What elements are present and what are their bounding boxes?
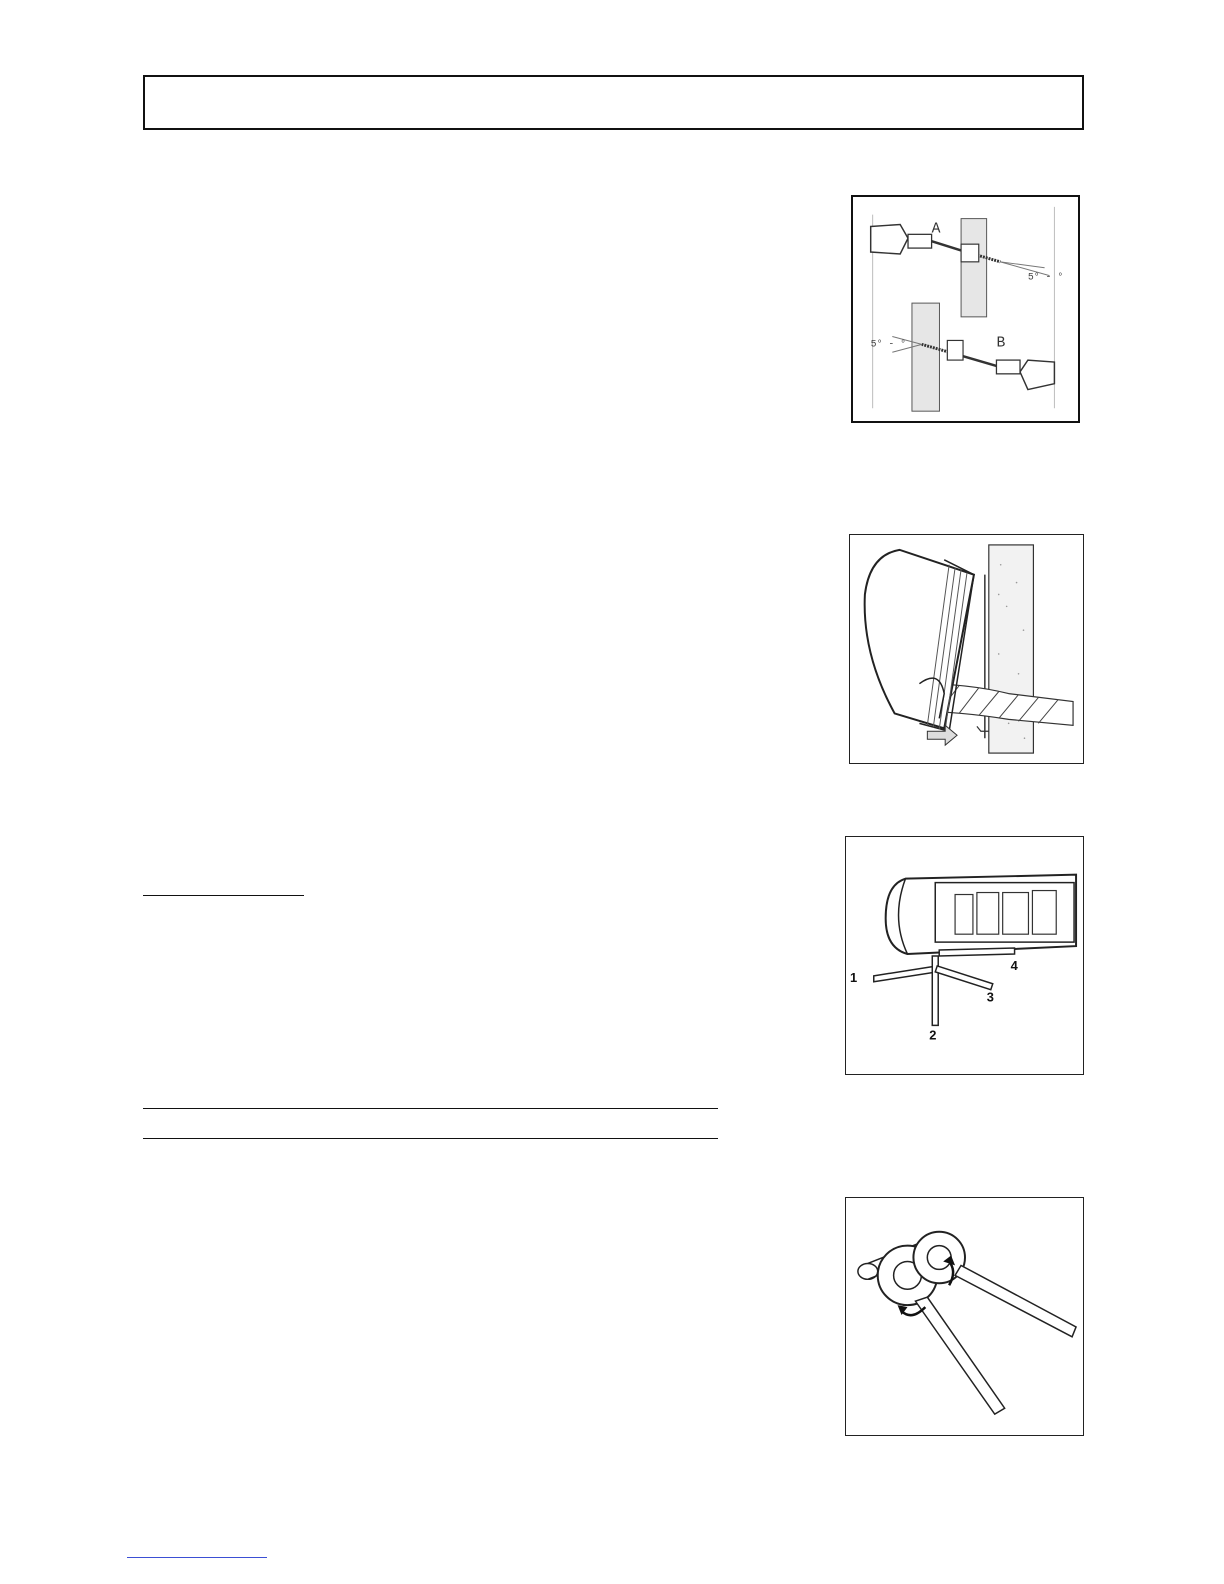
page-header-box <box>143 75 1084 130</box>
section-divider-bottom <box>143 1138 718 1139</box>
unit-hanging-illustration <box>850 535 1083 763</box>
pipe-bending-figure <box>845 1197 1084 1436</box>
angle-b: 5° - ° <box>870 338 907 350</box>
pipe-bending-illustration <box>846 1198 1083 1435</box>
section-divider-top <box>143 1108 718 1109</box>
label-a: A <box>931 221 941 238</box>
unit-hanging-figure <box>849 534 1084 764</box>
section-heading-underline <box>143 895 304 896</box>
pipe-label-2: 2 <box>929 1027 937 1043</box>
footer-link[interactable] <box>127 1557 267 1558</box>
piping-directions-illustration <box>846 837 1083 1074</box>
angle-a: 5° - ° <box>1027 271 1064 283</box>
wall-drilling-figure <box>851 195 1080 423</box>
pipe-label-4: 4 <box>1010 957 1018 973</box>
pipe-label-3: 3 <box>986 989 994 1005</box>
label-b: B <box>996 335 1006 352</box>
piping-directions-figure <box>845 836 1084 1075</box>
wall-drilling-illustration <box>853 197 1078 421</box>
pipe-label-1: 1 <box>849 969 858 985</box>
